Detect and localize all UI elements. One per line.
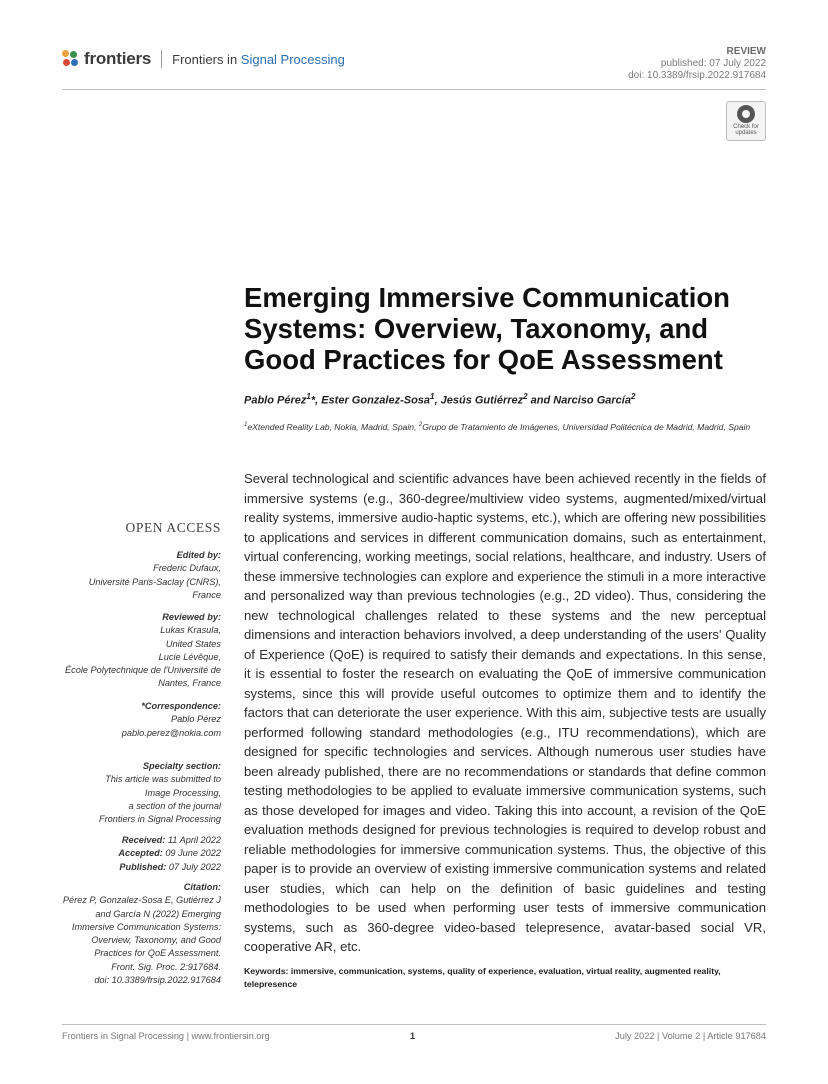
header-divider bbox=[161, 50, 162, 68]
edited-by: Edited by: Frederic Dufaux, Université Paris-Saclay (CNRS), France bbox=[88, 550, 221, 600]
brand-name[interactable]: frontiers bbox=[84, 49, 152, 68]
correspondence: *Correspondence: Pablo Pérez pablo.perez@nokia.com bbox=[62, 700, 221, 740]
footer-rule bbox=[62, 1024, 766, 1025]
author-name[interactable]: Pablo Pérez bbox=[244, 394, 307, 407]
author-name[interactable]: Ester Gonzalez-Sosa bbox=[321, 394, 431, 407]
check-updates-icon bbox=[737, 105, 755, 123]
article-title: Emerging Immersive Communication Systems: Overview, Taxonomy, and Good Practices for QoE Assessment bbox=[244, 282, 730, 375]
check-for-updates-badge[interactable]: Check for updates bbox=[726, 101, 766, 141]
journal-header bbox=[62, 48, 345, 70]
article-type: REVIEW bbox=[726, 46, 766, 57]
article-doi[interactable]: doi: 10.3389/frsip.2022.917684 bbox=[628, 70, 766, 81]
footer-journal[interactable]: Frontiers in Signal Processing | www.frontiersin.org bbox=[62, 1031, 270, 1041]
specialty-section: Specialty section: This article was submitted to Image Processing, a section of the journal Frontiers in Signal Processing bbox=[98, 761, 221, 825]
reviewed-by: Reviewed by: Lukas Krasula, United States Lucie Lévêque, École Polytechnique de l'Université de Nantes, France bbox=[65, 612, 221, 689]
citation: Citation: Pérez P, Gonzalez-Sosa E, Gutiérrez J and García N (2022) Emerging Immersive Communication Systems: Overview, Taxonomy, and Good Practices for QoE Assessment. Front. Sig. Proc. 2:917684. doi: 10.3389/frsip.2022.917684 bbox=[62, 881, 221, 987]
published-date: published: 07 July 2022 bbox=[660, 58, 766, 69]
journal-name[interactable]: Frontiers in Signal Processing bbox=[172, 51, 345, 67]
affiliations: $^1$eXtended Reality Lab, Nokia, Madrid, Spain, $^2$Grupo de Tratamiento de Imágenes, Universidad Politécnica de Madrid, Madrid, Spain bbox=[244, 421, 751, 432]
page-number: 1 bbox=[410, 1031, 416, 1041]
author-list: Pablo Pérez$^1$*, Ester Gonzalez-Sosa$^1$, Jesús Gutiérrez$^2$ and Narciso García$^2$ bbox=[244, 392, 636, 407]
citation-doi[interactable]: doi: 10.3389/frsip.2022.917684 bbox=[94, 975, 221, 986]
frontiers-logo-icon bbox=[62, 50, 80, 68]
article-meta bbox=[628, 46, 766, 82]
abstract: Several technological and scientific advances have been achieved recently in the fields of immersive systems (e.g., 360-degree/multiview video systems, augmented/mixed/virtual reality systems, immersive audio-haptic systems, etc.), which are offering new possibilities to applications and services in different communication domains, such as entertainment, virtual conferencing, working meetings, social relations, healthcare, and industry. Users of these immersive technologies can explore and experience the stimuli in a more interactive and personalized way than previous technologies (e.g., 2D video). Thus, considering the new technological challenges related to these systems and the new perceptual dimensions and interaction behaviors involved, a deep understanding of the users' Quality of Experience (QoE) is required to satisfy their demands and expectations. In this sense, it is essential to foster the research on evaluating the QoE of immersive communication systems, since this will provide useful outcomes to optimize them and to identify the factors that can deteriorate the user experience. With this aim, subjective tests are usually performed following standard methodologies (e.g., ITU recommendations), which are designed for specific technologies and services. Although numerous user studies have been already published, there are no recommendations or standards that define common testing methodologies to be applied to evaluate immersive communication systems, such as those developed for images and video. Taking this into account, a revision of the QoE evaluation methods designed for previous technologies is required to develop robust and reliable methodologies for immersive communication systems. Thus, the objective of this paper is to provide an overview of existing immersive communication systems and related user studies, which can help on the definition of basic guidelines and testing methodologies to be used when performing user tests of immersive communication systems, such as 360-degree video-based telepresence, avatar-based social VR, cooperative AR, etc. bbox=[244, 471, 766, 954]
open-access-label: OPEN ACCESS bbox=[125, 520, 221, 535]
header-rule bbox=[62, 89, 766, 90]
keywords: Keywords: immersive, communication, systems, quality of experience, evaluation, virtual reality, augmented reality, telepresence bbox=[244, 966, 721, 989]
article-dates: Received: 11 April 2022 Accepted: 09 June 2022 Published: 07 July 2022 bbox=[118, 835, 221, 872]
author-name[interactable]: Narciso García bbox=[553, 394, 631, 407]
footer-issue: July 2022 | Volume 2 | Article 917684 bbox=[615, 1031, 766, 1041]
correspondence-email[interactable]: pablo.perez@nokia.com bbox=[121, 727, 221, 738]
author-name[interactable]: Jesús Gutiérrez bbox=[440, 394, 524, 407]
